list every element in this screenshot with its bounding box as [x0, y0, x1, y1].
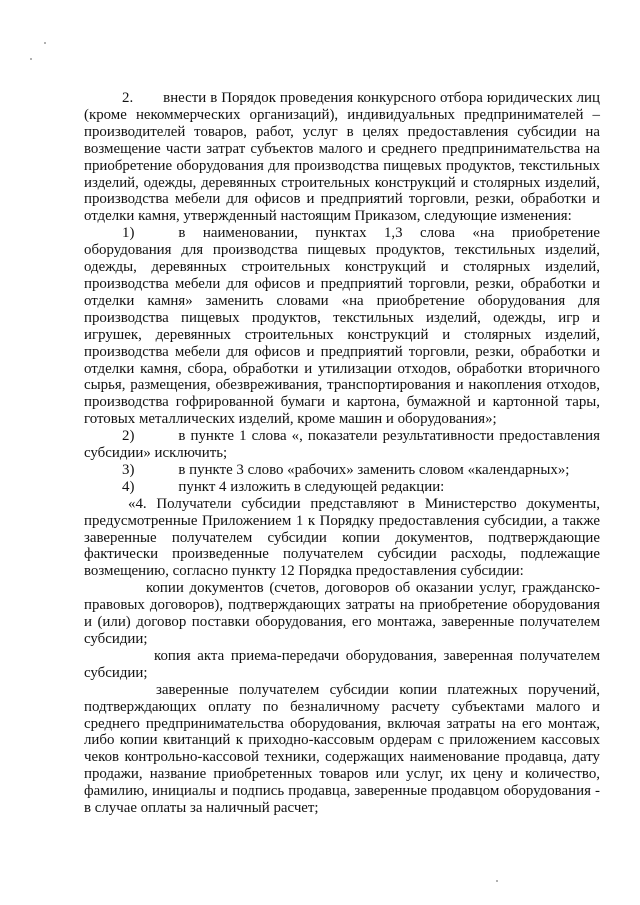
subitem-text: пункт 4 изложить в следующей редакции: — [178, 478, 445, 495]
paragraph-item-2 — [84, 90, 600, 225]
subitem-1 — [84, 225, 600, 428]
subitem-number: 4) — [122, 478, 135, 495]
list-text: копии документов (счетов, договоров об оказании услуг, гражданско-правовых договоров), подтверждающих затраты на приобретение оборудования и (или) договор поставки оборудования, его монтажа, заверенные получателем субсидии; — [84, 580, 600, 647]
subitem-3 — [84, 462, 600, 479]
scan-speck — [44, 42, 46, 44]
document-list-item — [84, 648, 600, 682]
list-text: заверенные получателем субсидии копии платежных поручений, подтверждающих оплату по безналичному расчету субъектами малого и среднего предпринимательства оборудования, включая затраты на его монтаж, либо копии квитанций к приходно-кассовым ордерам с приложением кассовых чеков контрольно-кассовой техники, содержащих наименование продавца, дату продажи, название приобретенных товаров или услуг, их цену и количество, фамилию, инициалы и подпись продавца, заверенные продавцом оборудования - в случае оплаты за наличный расчет; — [84, 681, 600, 817]
subitem-number: 1) — [122, 225, 135, 242]
scan-speck — [496, 880, 498, 882]
document-page — [84, 90, 600, 817]
subitem-text: в наименовании, пунктах 1,3 слова «на приобретение оборудования для производства пищевых продуктов, текстильных изделий, одежды, деревянных строительных конструкций и столярных изделий, производства мебели для офисов и предприятий торговли, резки, обработки и отделки камня» заменить словами «на приобретение оборудования для производства пищевых продуктов, текстильных изделий, одежды, игр и игрушек, деревянных строительных конструкций и столярных изделий, производства мебели для офисов и предприятий торговли, резки, обработки и отделки камня, сбора, обработки и утилизации отходов, обработки вторичного сырья, размещения, обезвреживания, транспортирования и накопления отходов, производства гофрированной бумаги и картона, бумажной и картонной тары, готовых металлических изделий, кроме машин и оборудования»; — [84, 225, 600, 428]
paragraph-number: 2. — [122, 90, 134, 106]
subitem-2 — [84, 428, 600, 462]
list-text: копия акта приема-передачи оборудования, заверенная получателем субсидии; — [84, 647, 600, 681]
paragraph-text: внести в Порядок проведения конкурсного отбора юридических лиц (кроме некоммерческих организаций), индивидуальных предпринимателей – производителей товаров, работ, услуг в целях предоставления субсидии на возмещение части затрат субъектов малого и среднего предпринимательства на приобретение оборудования для производства пищевых продуктов, текстильных изделий, одежды, деревянных строительных конструкций и столярных изделий, производства мебели для офисов и предприятий торговли, резки, обработки и отделки камня, утвержденный настоящим Приказом, следующие изменения: — [84, 90, 600, 225]
subitem-text: в пункте 3 слово «рабочих» заменить словом «календарных»; — [178, 461, 570, 478]
document-list-item — [84, 580, 600, 648]
scan-speck — [30, 58, 32, 60]
quoted-point-4 — [84, 496, 600, 581]
subitem-4 — [84, 479, 600, 496]
quoted-text: «4. Получатели субсидии представляют в Министерство документы, предусмотренные Приложением 1 к Порядку предоставления субсидии, а также заверенные получателем субсидии копии документов, подтверждающие фактически произведенные получателем субсидии расходы, подлежащие возмещению, согласно пункту 12 Порядка предоставления субсидии: — [84, 495, 600, 580]
subitem-number: 3) — [122, 461, 135, 478]
document-list-item — [84, 682, 600, 817]
subitem-number: 2) — [122, 428, 135, 445]
subitem-text: в пункте 1 слова «, показатели результативности предоставления субсидии» исключить; — [84, 428, 600, 462]
